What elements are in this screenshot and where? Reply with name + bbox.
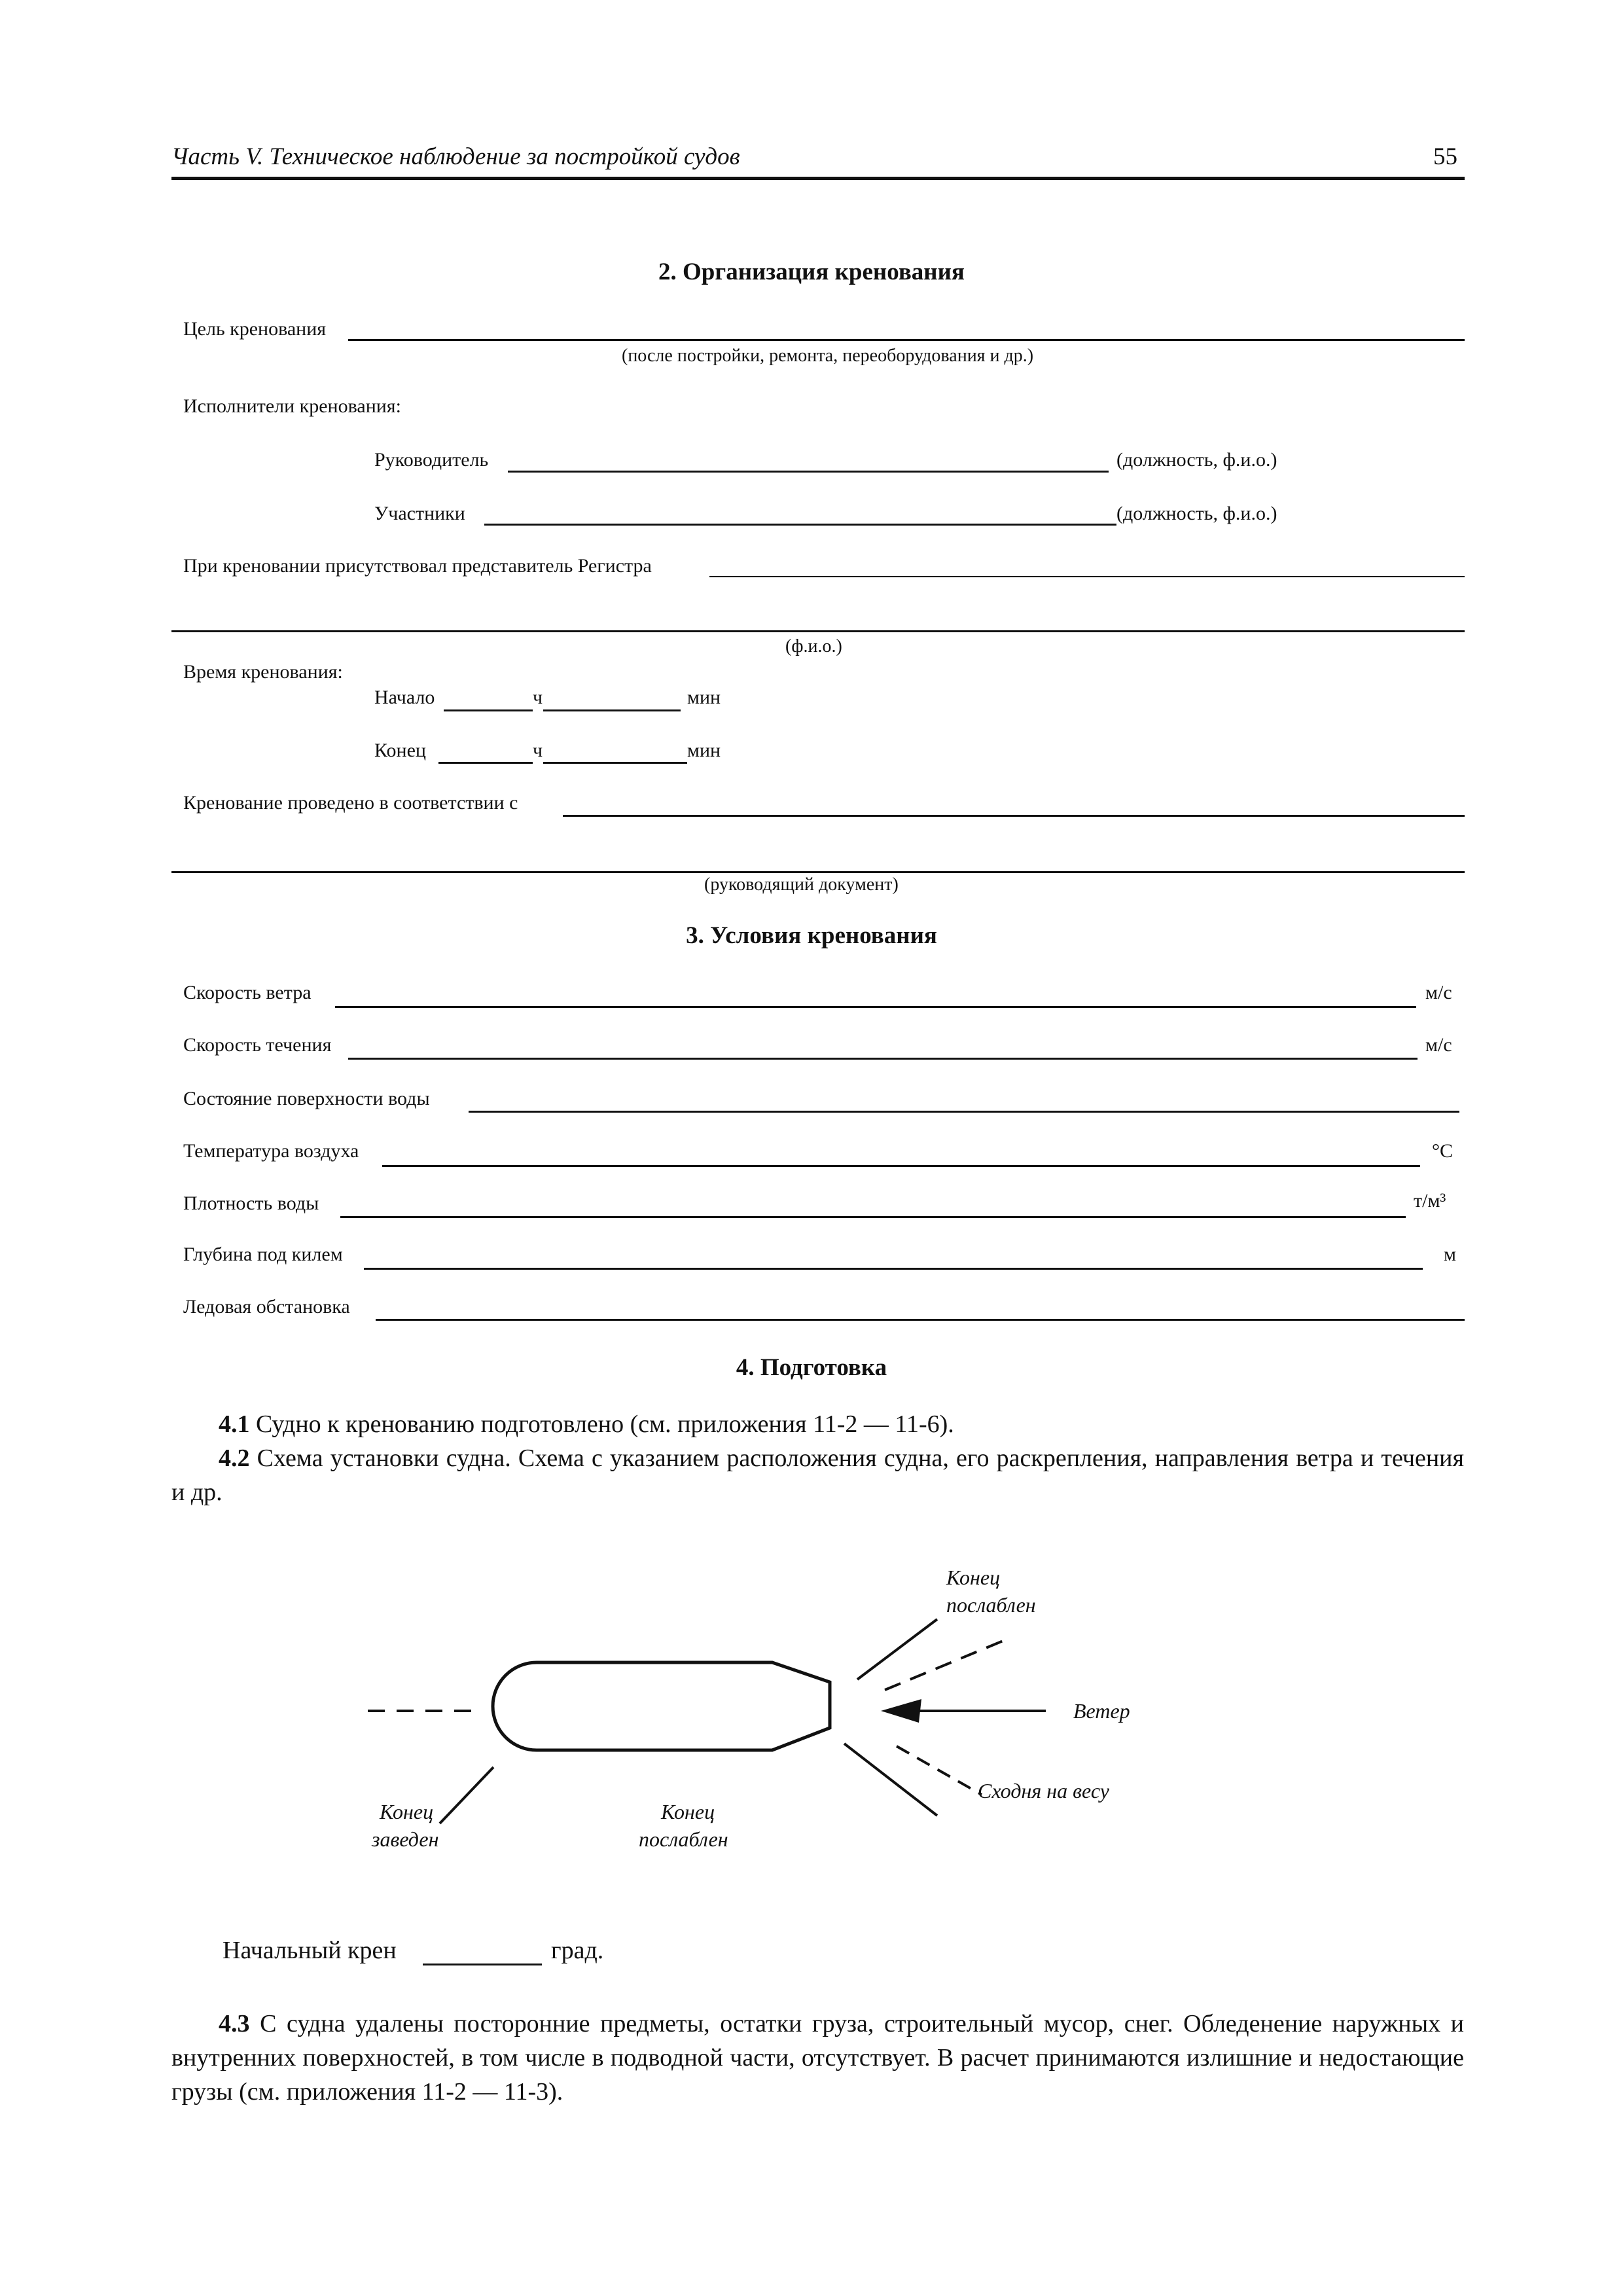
start-hour-unit: ч (533, 687, 543, 708)
wind-speed-field[interactable] (335, 1006, 1416, 1008)
wind-arrow-head (881, 1699, 921, 1723)
participants-field[interactable] (484, 524, 1116, 526)
water-density-field[interactable] (340, 1216, 1406, 1218)
start-hours-field[interactable] (444, 709, 533, 711)
label-gangway: Сходня на весу (978, 1779, 1109, 1803)
purpose-hint: (после постройки, ремонта, переоборудования и др.) (622, 346, 1034, 366)
gangway-dashed (897, 1746, 982, 1795)
air-temperature-label: Температура воздуха (183, 1140, 359, 1162)
time-label: Время кренования: (183, 661, 343, 683)
wind-speed-label: Скорость ветра (183, 982, 312, 1003)
end-minutes-field[interactable] (543, 762, 687, 764)
register-field-line-2[interactable] (171, 630, 1465, 632)
paragraph-4-1-number: 4.1 (219, 1410, 250, 1438)
per-doc-hint: (руководящий документ) (704, 874, 899, 895)
paragraph-4-2-number: 4.2 (219, 1444, 250, 1472)
leader-field[interactable] (508, 471, 1109, 473)
initial-heel-field[interactable] (423, 1964, 542, 1965)
section-3-title: 3. Условия кренования (686, 922, 937, 949)
initial-heel-unit: град. (551, 1937, 604, 1964)
end-hour-unit: ч (533, 740, 543, 761)
running-title: Часть V. Техническое наблюдение за постройкой судов (171, 143, 740, 170)
label-wind: Ветер (1073, 1699, 1130, 1723)
purpose-label: Цель кренования (183, 318, 327, 340)
participants-label: Участники (374, 503, 465, 524)
water-density-label: Плотность воды (183, 1193, 319, 1214)
current-speed-label: Скорость течения (183, 1034, 332, 1056)
water-surface-field[interactable] (469, 1111, 1459, 1113)
label-bottom-mid-line2: послаблен (639, 1827, 728, 1851)
executors-label: Исполнители кренования: (183, 395, 401, 417)
ice-conditions-label: Ледовая обстановка (183, 1296, 350, 1318)
keel-depth-unit: м (1444, 1244, 1456, 1265)
register-field[interactable] (709, 576, 1465, 577)
per-doc-label: Кренование проведено в соответствии с (183, 792, 518, 814)
section-2-title: 2. Организация кренования (658, 259, 965, 285)
per-doc-field-line-2[interactable] (171, 871, 1465, 873)
end-min-unit: мин (687, 740, 721, 761)
wind-speed-unit: м/с (1425, 982, 1452, 1003)
label-bottom-left-line2: заведен (372, 1827, 439, 1851)
paragraph-4-3-text: С судна удалены посторонние предметы, остатки груза, строительный мусор, снег. Обледенение наружных и внутренних поверхностей, в том числе в подводной части, отсутствует. В расчет принимаются излишние и недостающие грузы (см. приложения 11-2 — 11-3). (171, 2010, 1464, 2106)
label-top-right-line2: послаблен (946, 1593, 1036, 1617)
purpose-field[interactable] (348, 339, 1465, 341)
stern-line-lower (844, 1744, 937, 1816)
start-minutes-field[interactable] (543, 709, 681, 711)
end-label: Конец (374, 740, 426, 761)
current-speed-field[interactable] (348, 1058, 1418, 1060)
stern-line-upper-dashed (885, 1639, 1008, 1690)
paragraph-4-1-text: Судно к кренованию подготовлено (см. приложения 11-2 — 11-6). (256, 1410, 954, 1438)
leader-label: Руководитель (374, 449, 489, 471)
paragraph-4-2-text: Схема установки судна. Схема с указанием расположения судна, его раскрепления, направления ветра и течения и др. (171, 1444, 1465, 1506)
participants-hint: (должность, ф.и.о.) (1116, 503, 1277, 524)
register-label: При креновании присутствовал представитель Регистра (183, 555, 652, 577)
paragraph-4-1 (171, 1407, 1464, 1441)
water-density-unit: т/м³ (1414, 1190, 1446, 1211)
start-min-unit: мин (687, 687, 721, 708)
initial-heel-label: Начальный крен (223, 1937, 397, 1964)
bow-line-lower (440, 1767, 493, 1823)
label-bottom-mid-line1: Конец (661, 1800, 715, 1823)
leader-hint: (должность, ф.и.о.) (1116, 449, 1277, 471)
water-surface-label: Состояние поверхности воды (183, 1088, 430, 1109)
ice-conditions-field[interactable] (376, 1319, 1465, 1321)
current-speed-unit: м/с (1425, 1034, 1452, 1056)
header-rule (171, 177, 1465, 180)
label-top-right-line1: Конец (946, 1566, 1001, 1589)
per-doc-field[interactable] (563, 815, 1465, 817)
paragraph-4-3 (171, 2007, 1464, 2109)
keel-depth-field[interactable] (364, 1268, 1423, 1270)
section-4-title: 4. Подготовка (736, 1354, 887, 1381)
air-temperature-unit: °С (1432, 1140, 1454, 1162)
stern-line-upper (857, 1619, 937, 1679)
air-temperature-field[interactable] (382, 1165, 1420, 1167)
keel-depth-label: Глубина под килем (183, 1244, 343, 1265)
start-label: Начало (374, 687, 435, 708)
end-hours-field[interactable] (438, 762, 533, 764)
paragraph-4-2 (171, 1441, 1464, 1509)
paragraph-4-3-number: 4.3 (219, 2010, 250, 2037)
page-number: 55 (1433, 143, 1457, 170)
label-bottom-left-line1: Конец (380, 1800, 434, 1823)
register-hint: (ф.и.о.) (785, 636, 842, 656)
ship-hull (493, 1662, 830, 1750)
